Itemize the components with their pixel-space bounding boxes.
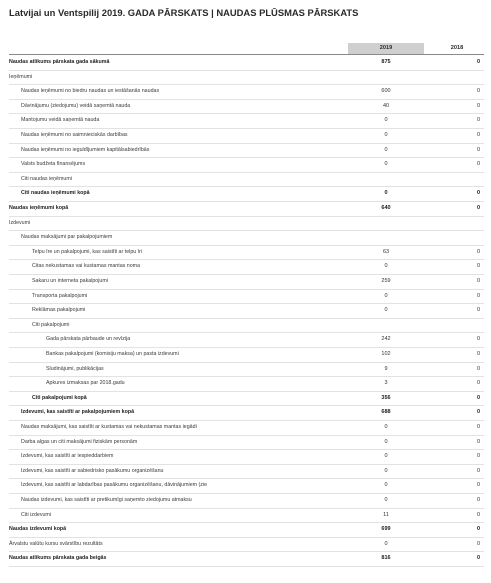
row-label: Bankas pakalpojumi (komisiju maksa) un pasta izdevumi bbox=[46, 351, 179, 357]
table-row bbox=[9, 493, 484, 509]
value-2019: 0 bbox=[384, 263, 388, 270]
row-label: Citi naudas ieņēmumi bbox=[21, 175, 72, 182]
row-label: Gada pārskata pārbaude un revīzija bbox=[46, 336, 131, 343]
row-label: Darba algas un citi maksājumi fiziskām personām bbox=[21, 438, 138, 445]
row-label: Naudas maksājumi, kas saistīti ar kustamas vai nekustamas mantas iegādi bbox=[21, 424, 197, 430]
value-2019: 0 bbox=[384, 161, 388, 168]
value-2018: 0 bbox=[476, 88, 480, 95]
row-label: Naudas ieņēmumi no saimnieciskās darbības bbox=[21, 132, 128, 138]
value-2018: 0 bbox=[476, 380, 480, 387]
table-row bbox=[9, 376, 484, 392]
table-row bbox=[9, 55, 484, 71]
row-label: Izdevumi bbox=[9, 219, 31, 226]
table-row bbox=[9, 405, 484, 421]
row-label: Naudas atlikums pārskata gada beigās bbox=[9, 555, 107, 562]
value-2018: 0 bbox=[476, 540, 480, 547]
row-label: Valsts budžeta finansējums bbox=[21, 161, 86, 168]
table-row bbox=[9, 99, 484, 115]
row-label: Apkures izmaksas par 2018.gadu bbox=[46, 380, 125, 387]
row-label: Naudas ieņēmumi kopā bbox=[9, 205, 69, 211]
value-2019: 875 bbox=[381, 59, 391, 65]
value-2018: 0 bbox=[476, 453, 480, 460]
row-label: Ārvalstu valūtu kursu svārstību rezultāts bbox=[9, 540, 103, 547]
value-2018: 0 bbox=[476, 438, 480, 445]
table-row bbox=[9, 216, 484, 232]
table-row bbox=[9, 274, 484, 290]
table-row bbox=[9, 128, 484, 144]
value-2018: 0 bbox=[476, 132, 480, 138]
value-2019: 11 bbox=[383, 511, 389, 518]
value-2018: 0 bbox=[476, 292, 480, 299]
table-row bbox=[9, 332, 484, 348]
row-label: Transporta pakalpojumi bbox=[32, 292, 88, 299]
value-2018: 0 bbox=[476, 467, 480, 474]
table-row bbox=[9, 449, 484, 465]
row-label: Reklāmas pakalpojumi bbox=[32, 307, 86, 314]
row-label: Naudas atlikums pārskata gada sākumā bbox=[9, 59, 110, 65]
table-row bbox=[9, 143, 484, 159]
value-2018: 0 bbox=[476, 409, 480, 416]
value-2018: 0 bbox=[476, 526, 480, 533]
value-2018: 0 bbox=[476, 59, 480, 65]
value-2019: 0 bbox=[384, 467, 388, 474]
row-label: Naudas ieņēmumi no ieguldījumiem kapitālsabiedrībās bbox=[21, 146, 150, 153]
table-row bbox=[9, 537, 484, 553]
table-row bbox=[9, 391, 484, 407]
row-label: Naudas izdevumi kopā bbox=[9, 526, 67, 533]
table-row bbox=[9, 172, 484, 188]
value-2018: 0 bbox=[476, 146, 480, 153]
row-label: Naudas maksājumi par pakalpojumiem bbox=[21, 234, 113, 241]
value-2019: 699 bbox=[381, 526, 391, 533]
value-2019: 0 bbox=[384, 540, 388, 547]
report-title: Latvijai un Ventspilij 2019. GADA PĀRSKATS | NAUDAS PLŪSMAS PĀRSKATS bbox=[9, 7, 359, 18]
table-row bbox=[9, 551, 484, 567]
value-2018: 0 bbox=[476, 190, 480, 197]
table-row bbox=[9, 362, 484, 378]
row-label: Citi pakalpojumi kopā bbox=[32, 394, 87, 401]
value-2018: 0 bbox=[476, 424, 480, 430]
value-2019: 0 bbox=[384, 190, 388, 197]
value-2019: 242 bbox=[381, 336, 391, 343]
value-2019: 688 bbox=[381, 409, 391, 416]
value-2019: 0 bbox=[384, 132, 388, 138]
table-row bbox=[9, 347, 484, 363]
value-2019: 63 bbox=[382, 248, 390, 255]
row-label: Izdevumi, kas saistīti ar labdarības pasākumu organizēšanu, dāvinājumiem (zie bbox=[21, 482, 208, 489]
column-header-2018: 2018 bbox=[450, 45, 464, 51]
value-2018: 0 bbox=[476, 555, 480, 562]
value-2019: 102 bbox=[381, 351, 391, 357]
row-label: Ieņēmumi bbox=[9, 73, 33, 80]
value-2018: 0 bbox=[476, 248, 480, 255]
table-row bbox=[9, 157, 484, 173]
value-2018: 0 bbox=[476, 307, 480, 314]
table-row bbox=[9, 186, 484, 202]
value-2019: 356 bbox=[381, 394, 391, 401]
value-2019: 640 bbox=[381, 205, 391, 211]
value-2018: 0 bbox=[476, 482, 480, 489]
row-label: Naudas ieņēmumi no biedru naudas un iestāšanās naudas bbox=[21, 88, 160, 95]
value-2018: 0 bbox=[476, 511, 480, 518]
value-2019: 9 bbox=[384, 365, 388, 372]
row-label: Mantojumu veidā saņemtā nauda bbox=[21, 117, 100, 124]
value-2019: 259 bbox=[381, 278, 391, 284]
value-2018: 0 bbox=[476, 117, 480, 124]
row-label: Citi izdevumi bbox=[21, 511, 52, 518]
value-2019: 816 bbox=[381, 555, 391, 562]
value-2019: 0 bbox=[384, 482, 388, 489]
value-2019: 0 bbox=[384, 117, 388, 124]
row-label: Citi pakalpojumi bbox=[32, 321, 70, 328]
value-2019: 40 bbox=[382, 102, 390, 109]
table-row bbox=[9, 420, 484, 436]
value-2018: 0 bbox=[476, 278, 480, 284]
value-2019: 600 bbox=[381, 88, 391, 95]
table-row bbox=[9, 201, 484, 217]
value-2019: 0 bbox=[384, 497, 388, 503]
value-2019: 3 bbox=[384, 380, 388, 387]
row-label: Izdevumi, kas saistīti ar iespieddarbiem bbox=[21, 453, 114, 460]
table-row bbox=[9, 435, 484, 451]
table-row bbox=[9, 289, 484, 305]
value-2018: 0 bbox=[476, 351, 480, 357]
value-2018: 0 bbox=[476, 497, 480, 503]
column-header-2019: 2019 bbox=[348, 43, 424, 54]
value-2019: 0 bbox=[384, 453, 388, 460]
table-row bbox=[9, 478, 484, 494]
value-2019: 0 bbox=[384, 307, 388, 314]
value-2018: 0 bbox=[476, 263, 480, 270]
value-2018: 0 bbox=[476, 161, 480, 168]
table-row bbox=[9, 245, 484, 261]
row-label: Izdevumi, kas saistīti ar pakalpojumiem kopā bbox=[21, 409, 135, 416]
value-2018: 0 bbox=[476, 102, 480, 109]
table-row bbox=[9, 113, 484, 129]
row-label: Citas nekustamas vai kustamas mantas noma bbox=[32, 263, 141, 270]
value-2018: 0 bbox=[476, 365, 480, 372]
table-row bbox=[9, 303, 484, 319]
value-2019: 0 bbox=[384, 292, 388, 299]
table-row bbox=[9, 522, 484, 538]
row-label: Citi naudas ieņēmumi kopā bbox=[21, 190, 90, 197]
row-label: Sakaru un interneta pakalpojumi bbox=[32, 278, 108, 284]
table-row bbox=[9, 230, 484, 246]
row-label: Sludinājumi, publikācijas bbox=[46, 365, 104, 372]
value-2018: 0 bbox=[476, 205, 480, 211]
row-label: Izdevumi, kas saistīti ar sabiedrisko pasākumu organizēšanu bbox=[21, 467, 164, 474]
value-2019: 0 bbox=[384, 438, 388, 445]
value-2019: 0 bbox=[384, 146, 388, 153]
row-label: Naudas izdevumi, kas saistīti ar pretikumīgi saņemto ziedojumu atmaksu bbox=[21, 497, 192, 503]
value-2019: 0 bbox=[384, 424, 388, 430]
row-label: Dāvinājumu (ziedojumu) veidā saņemtā nauda bbox=[21, 102, 131, 109]
table-row bbox=[9, 318, 484, 334]
value-2018: 0 bbox=[476, 336, 480, 343]
table-row bbox=[9, 70, 484, 86]
table-row bbox=[9, 259, 484, 275]
table-row bbox=[9, 508, 484, 524]
table-row bbox=[9, 84, 484, 100]
value-2018: 0 bbox=[476, 394, 480, 401]
table-row bbox=[9, 464, 484, 480]
row-label: Telpu īre un pakalpojumi, kas saistīti ar telpu īri bbox=[32, 248, 143, 255]
